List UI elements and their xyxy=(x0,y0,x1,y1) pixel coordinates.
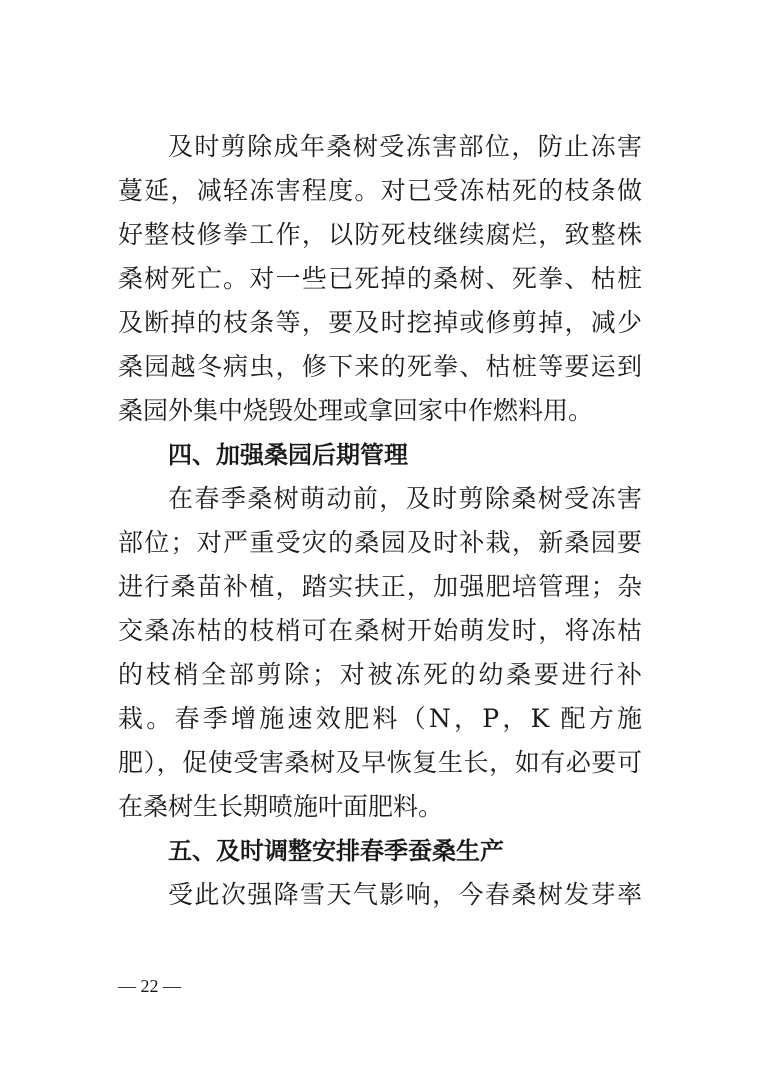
paragraph-line: 桑园越冬病虫，修下来的死拳、枯桩等要运到 xyxy=(118,352,642,381)
paragraph-line: 部位；对严重受灾的桑园及时补栽，新桑园要 xyxy=(118,528,642,557)
paragraph-line: 在春季桑树萌动前，及时剪除桑树受冻害 xyxy=(168,484,642,513)
paragraph-line: 的枝梢全部剪除；对被冻死的幼桑要进行补 xyxy=(118,660,642,689)
paragraph-line: 及断掉的枝条等，要及时挖掉或修剪掉，减少 xyxy=(118,308,642,337)
page-number: — 22 — xyxy=(118,976,181,996)
paragraph-line: 在桑树生长期喷施叶面肥料。 xyxy=(118,792,444,821)
paragraph-line: 桑园外集中烧毁处理或拿回家中作燃料用。 xyxy=(118,396,594,425)
section-heading: 四、加强桑园后期管理 xyxy=(168,441,408,469)
paragraph-line: 栽。春季增施速效肥料（N，P，K 配方施 xyxy=(118,704,642,733)
paragraph-line: 蔓延，减轻冻害程度。对已受冻枯死的枝条做 xyxy=(118,176,642,205)
paragraph-line: 进行桑苗补植，踏实扶正，加强肥培管理；杂 xyxy=(118,572,642,601)
section-heading: 五、及时调整安排春季蚕桑生产 xyxy=(168,837,504,865)
paragraph-line: 及时剪除成年桑树受冻害部位，防止冻害 xyxy=(168,132,642,161)
paragraph-line: 桑树死亡。对一些已死掉的桑树、死拳、枯桩 xyxy=(118,264,642,293)
paragraph-line: 好整枝修拳工作，以防死枝继续腐烂，致整株 xyxy=(118,220,642,249)
paragraph-line: 受此次强降雪天气影响，今春桑树发芽率 xyxy=(168,880,642,909)
paragraph-line: 肥），促使受害桑树及早恢复生长，如有必要可 xyxy=(118,748,642,777)
paragraph-line: 交桑冻枯的枝梢可在桑树开始萌发时，将冻枯 xyxy=(118,616,642,645)
